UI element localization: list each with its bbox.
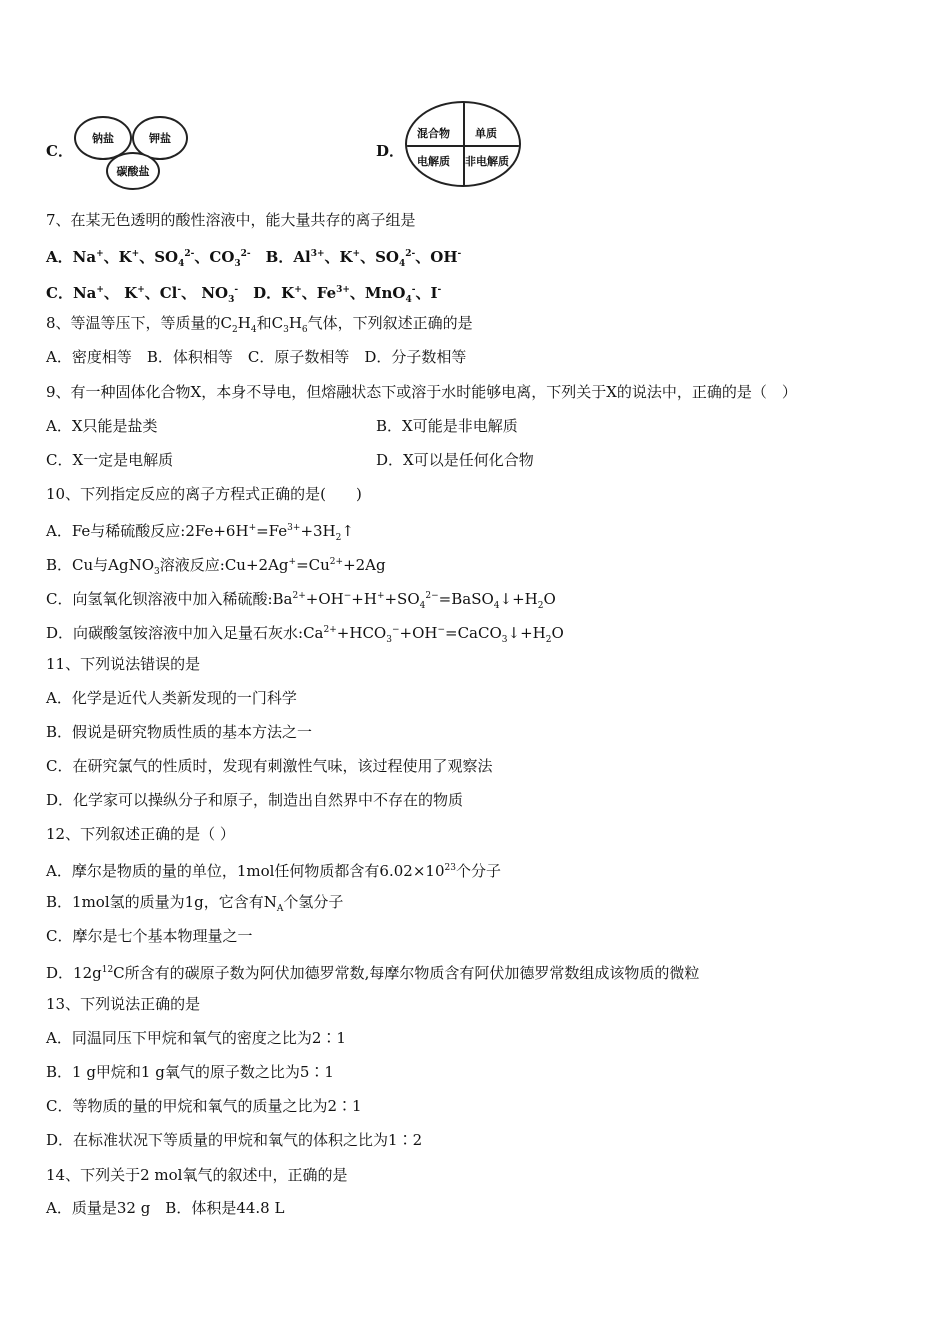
text-segment: A．X只能是盐类: [46, 417, 158, 435]
text-segment: +3H: [300, 522, 336, 540]
text-segment: 12、下列叙述正确的是（ ）: [46, 825, 235, 843]
circle-potassium-salt: 钾盐: [132, 116, 188, 160]
question-stem: [46, 484, 362, 504]
text-segment: 4: [250, 325, 257, 335]
answer-option: [46, 518, 354, 548]
answer-option: [46, 756, 492, 776]
text-segment: 4: [399, 259, 406, 269]
text-segment: −: [391, 625, 400, 635]
answer-option: [46, 790, 463, 810]
answer-option: [376, 416, 518, 436]
text-segment: 8、等温等压下，等质量的C: [46, 314, 233, 332]
text-segment: 2-: [240, 249, 251, 259]
text-segment: −: [437, 625, 446, 635]
text-segment: A．化学是近代人类新发现的一门科学: [46, 689, 297, 707]
text-segment: ↓+H: [499, 590, 538, 608]
text-segment: 4: [178, 259, 185, 269]
text-segment: 9、有一种固体化合物X，本身不导电，但熔融状态下或溶于水时能够电离，下列关于X的说法中，正确的是（ ）: [46, 383, 797, 401]
text-segment: 溶液反应:Cu+2Ag: [159, 556, 289, 574]
text-segment: C．X一定是电解质: [46, 451, 174, 469]
text-segment: B．假说是研究物质性质的基本方法之一: [46, 723, 313, 741]
text-segment: B．Al: [250, 248, 311, 266]
text-segment: 3: [386, 635, 392, 645]
option-c-label: C．: [46, 142, 73, 160]
text-segment: +H: [351, 590, 377, 608]
text-segment: 3+: [336, 285, 350, 295]
text-segment: O: [543, 590, 556, 608]
text-segment: +: [376, 591, 385, 601]
circle-sodium-salt: 钠盐: [74, 116, 132, 160]
text-segment: -: [411, 285, 416, 295]
text-segment: 3: [154, 567, 160, 577]
answer-option: [46, 926, 252, 946]
text-segment: +: [248, 523, 257, 533]
text-segment: 2: [545, 635, 552, 645]
text-segment: ↓+H: [507, 624, 546, 642]
text-segment: 6: [301, 325, 308, 335]
answer-option: [46, 688, 297, 708]
text-segment: 气体，下列叙述正确的是: [307, 314, 473, 332]
text-segment: B．Cu与AgNO: [46, 556, 155, 574]
text-segment: 、Cl: [144, 284, 178, 302]
answer-option: [46, 552, 386, 582]
text-segment: 3: [234, 259, 241, 269]
text-segment: +HCO: [336, 624, 387, 642]
text-segment: 3: [228, 295, 235, 305]
text-segment: 2−: [425, 591, 439, 601]
text-segment: 2-: [184, 249, 195, 259]
text-segment: +2Ag: [343, 556, 386, 574]
text-segment: C．在研究氯气的性质时，发现有刺激性气味，该过程使用了观察法: [46, 757, 493, 775]
text-segment: D．12g: [46, 964, 102, 982]
option-d-label: D．: [376, 142, 405, 160]
text-segment: 、K: [324, 248, 353, 266]
text-segment: 11、下列说法错误的是: [46, 655, 201, 673]
text-segment: 13、下列说法正确的是: [46, 995, 201, 1013]
venn-diagram-c: [70, 112, 190, 192]
text-segment: C．向氢氧化钡溶液中加入稀硫酸:Ba: [46, 590, 293, 608]
text-segment: 、 K: [103, 284, 138, 302]
text-segment: H: [237, 314, 251, 332]
answer-option: [46, 722, 312, 742]
text-segment: C．等物质的量的甲烷和氧气的质量之比为2∶1: [46, 1097, 362, 1115]
text-segment: -: [437, 285, 442, 295]
answer-option: [46, 586, 556, 616]
text-segment: -: [177, 285, 182, 295]
text-segment: 2: [335, 533, 342, 543]
cell-nonelectrolyte: 非电解质: [465, 155, 509, 168]
text-segment: A．Fe与稀硫酸反应:2Fe+6H: [46, 522, 249, 540]
text-segment: B．1mol氢的质量为1g，它含有N: [46, 893, 277, 911]
text-segment: C．Na: [46, 284, 97, 302]
answer-option: [46, 416, 518, 436]
text-segment: 2+: [329, 557, 344, 567]
question-stem: [46, 654, 200, 674]
text-segment: 、I: [415, 284, 438, 302]
text-segment: D．K: [238, 284, 295, 302]
text-segment: 3: [501, 635, 508, 645]
circle-carbonate: 碳酸盐: [106, 152, 160, 190]
text-segment: 4: [419, 601, 426, 611]
text-segment: +SO: [384, 590, 420, 608]
text-segment: 4: [493, 601, 500, 611]
text-segment: +: [131, 249, 140, 259]
answer-option: [46, 960, 699, 983]
text-segment: 2+: [292, 591, 306, 601]
classification-diagram-d: [405, 101, 521, 187]
text-segment: 、CO: [194, 248, 235, 266]
text-segment: D．向碳酸氢铵溶液中加入足量石灰水:Ca: [46, 624, 324, 642]
answer-option: [46, 620, 564, 650]
text-segment: 4: [405, 295, 412, 305]
text-segment: 3: [283, 325, 289, 335]
text-segment: B．1 g甲烷和1 g氧气的原子数之比为5∶1: [46, 1063, 334, 1081]
cell-element: 单质: [475, 127, 497, 140]
text-segment: 23: [444, 863, 456, 873]
question-stem: [46, 313, 473, 340]
answer-option: [46, 1062, 334, 1082]
text-segment: 、K: [103, 248, 132, 266]
text-segment: 和C: [256, 314, 284, 332]
text-segment: +: [352, 249, 361, 259]
text-segment: A．Na: [46, 248, 97, 266]
question-stem: [46, 382, 797, 402]
text-segment: =BaSO: [438, 590, 494, 608]
answer-option: [46, 1130, 422, 1150]
text-segment: 3+: [287, 523, 301, 533]
question-stem: [46, 824, 235, 844]
question-stem: [46, 994, 200, 1014]
text-segment: A．密度相等 B．体积相等 C．原子数相等 D．分子数相等: [46, 348, 467, 366]
text-segment: ↑: [341, 522, 354, 540]
answer-option: [46, 347, 466, 367]
text-segment: D．在标准状况下等质量的甲烷和氧气的体积之比为1∶2: [46, 1131, 423, 1149]
text-segment: +: [294, 285, 302, 295]
text-segment: 2: [232, 325, 238, 335]
answer-option: [46, 892, 343, 919]
answer-option: [376, 450, 534, 470]
text-segment: 、 NO: [181, 284, 229, 302]
text-segment: -: [234, 285, 239, 295]
text-segment: 2-: [405, 249, 416, 259]
text-segment: H: [288, 314, 302, 332]
answer-option: [46, 280, 441, 310]
text-segment: 个氢分子: [283, 893, 344, 911]
text-segment: B．X可能是非电解质: [376, 417, 518, 435]
text-segment: A: [276, 904, 284, 914]
text-segment: 、Fe: [301, 284, 337, 302]
text-segment: 、SO: [360, 248, 399, 266]
text-segment: +: [137, 285, 145, 295]
text-segment: =Cu: [296, 556, 330, 574]
cell-electrolyte: 电解质: [417, 155, 450, 168]
text-segment: 、MnO: [349, 284, 406, 302]
answer-option: [46, 1028, 346, 1048]
text-segment: D．X可以是任何化合物: [376, 451, 534, 469]
text-segment: 10、下列指定反应的离子方程式正确的是( ): [46, 485, 362, 503]
text-segment: 、SO: [139, 248, 179, 266]
text-segment: 2+: [323, 625, 337, 635]
text-segment: -: [457, 249, 462, 259]
text-segment: D．化学家可以操纵分子和原子，制造出自然界中不存在的物质: [46, 791, 464, 809]
answer-option: [46, 1096, 362, 1116]
text-segment: 12: [101, 965, 114, 975]
text-segment: 2: [537, 601, 544, 611]
cell-mixture: 混合物: [417, 127, 450, 140]
answer-option: [46, 244, 461, 274]
text-segment: +OH: [399, 624, 438, 642]
text-segment: A．摩尔是物质的量的单位，1mol任何物质都含有6.02×10: [46, 862, 445, 880]
text-segment: +OH: [305, 590, 344, 608]
text-segment: +: [96, 249, 104, 259]
text-segment: =Fe: [256, 522, 288, 540]
text-segment: 个分子: [455, 862, 501, 880]
question-stem: [46, 210, 416, 230]
text-segment: +: [96, 285, 104, 295]
answer-option: [46, 450, 534, 470]
question-stem: [46, 1165, 347, 1185]
text-segment: 14、下列关于2 mol氧气的叙述中，正确的是: [46, 1166, 348, 1184]
text-segment: O: [551, 624, 564, 642]
answer-option: [46, 1198, 284, 1218]
text-segment: −: [343, 591, 352, 601]
text-segment: 3+: [310, 249, 325, 259]
answer-option: [46, 858, 501, 881]
text-segment: A．同温同压下甲烷和氧气的密度之比为2∶1: [46, 1029, 346, 1047]
text-segment: A．质量是32 g B．体积是44.8 L: [46, 1199, 285, 1217]
text-segment: 7、在某无色透明的酸性溶液中，能大量共存的离子组是: [46, 211, 416, 229]
text-segment: 、OH: [415, 248, 458, 266]
text-segment: C所含有的碳原子数为阿伏加德罗常数,每摩尔物质含有阿伏加德罗常数组成该物质的微粒: [113, 964, 700, 982]
text-segment: +: [288, 557, 297, 567]
text-segment: =CaCO: [445, 624, 502, 642]
text-segment: C．摩尔是七个基本物理量之一: [46, 927, 253, 945]
